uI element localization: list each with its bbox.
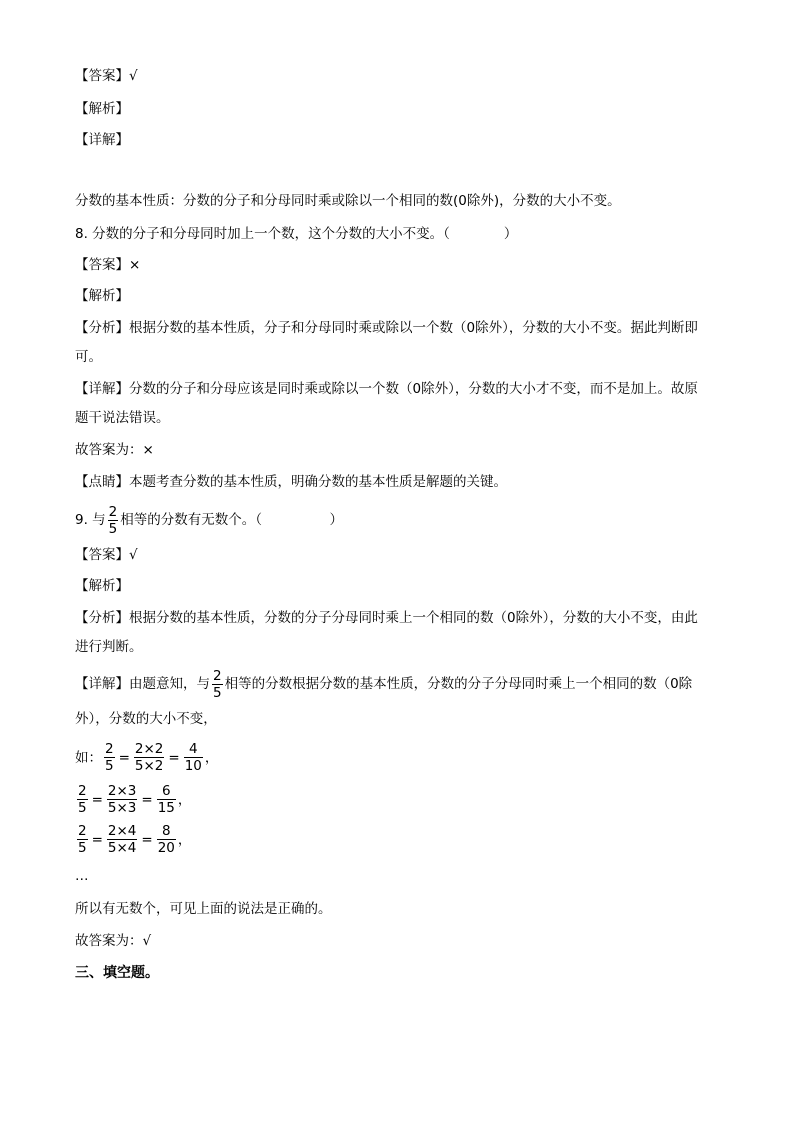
- q8-conclusion: 故答案为：×: [75, 442, 154, 458]
- equation-row-1: [75, 741, 218, 774]
- q9-fenxi-line1: [75, 608, 698, 628]
- q8-detail-line1: [75, 379, 698, 399]
- equation-row-2: [75, 783, 191, 816]
- q7-detail-text: 分数的基本性质：分数的分子和分母同时乘或除以一个相同的数(0除外)，分数的大小不变。: [75, 193, 621, 209]
- fraction-c: [157, 823, 176, 856]
- detail-label: 【详解】: [75, 676, 129, 692]
- answer-label: 【答案】: [75, 68, 129, 84]
- fraction-numerator: 2: [213, 667, 222, 684]
- q8-fenxi-line2: 可。: [75, 349, 102, 365]
- q9-question-suffix: 相等的分数有无数个。（ ）: [120, 512, 344, 528]
- q9-so-text: 所以有无数个，可见上面的说法是正确的。: [75, 901, 332, 917]
- equals-sign: =: [141, 791, 153, 808]
- fraction-denominator: 5: [78, 840, 87, 856]
- fraction-numerator: 6: [162, 783, 171, 799]
- q9-detail-line2: 外），分数的大小不变，: [75, 711, 217, 727]
- fraction-numerator: 2: [78, 783, 87, 799]
- q8-answer-line: [75, 255, 140, 275]
- fraction-denominator: 5×2: [134, 758, 164, 774]
- fraction-numerator: 8: [162, 823, 171, 839]
- fraction-numerator: 2: [78, 823, 87, 839]
- q7-answer-line: [75, 66, 138, 86]
- fraction-a: [77, 823, 88, 856]
- fraction-numerator: 2×3: [107, 783, 137, 799]
- equals-sign: =: [141, 831, 153, 848]
- answer-label: 【答案】: [75, 547, 129, 563]
- fraction-c: [157, 783, 176, 816]
- fraction-c: [184, 741, 203, 774]
- equation-tail: ，: [204, 749, 219, 766]
- fraction-b: [107, 823, 138, 856]
- equals-sign: =: [168, 749, 180, 766]
- q9-question: [75, 502, 343, 538]
- q9-answer-line: [75, 545, 138, 565]
- ellipsis: …: [75, 868, 89, 884]
- fraction-two-fifths: [108, 504, 119, 537]
- fraction-denominator: 5: [105, 758, 114, 774]
- fraction-b: [107, 783, 138, 816]
- fraction-numerator: 2: [105, 741, 114, 757]
- q8-dianjing-line: [75, 472, 507, 492]
- fraction-a: [77, 783, 88, 816]
- fraction-numerator: 2×2: [134, 741, 164, 757]
- detail-prefix: 由题意知，与: [129, 676, 210, 692]
- fraction-a: [104, 741, 115, 774]
- fraction-denominator: 5×3: [107, 800, 137, 816]
- q8-question: 8. 分数的分子和分母同时加上一个数，这个分数的大小不变。（ ）: [75, 226, 518, 242]
- q7-analysis-label: 【解析】: [75, 101, 129, 117]
- fraction-denominator: 20: [157, 840, 175, 856]
- example-prefix: 如：: [75, 749, 102, 766]
- equals-sign: =: [118, 749, 130, 766]
- q9-analysis-label: 【解析】: [75, 578, 129, 594]
- fraction-two-fifths: [212, 668, 223, 701]
- q7-detail-label: 【详解】: [75, 132, 129, 148]
- q9-conclusion: 故答案为：√: [75, 933, 152, 949]
- detail-text: 分数的分子和分母应该是同时乘或除以一个数（0除外），分数的大小才不变，而不是加上。故原: [129, 381, 698, 397]
- equation-tail: ，: [177, 791, 192, 808]
- fraction-numerator: 2×4: [107, 823, 137, 839]
- fraction-denominator: 15: [157, 800, 175, 816]
- q9-detail-line1: [75, 666, 692, 702]
- fraction-denominator: 5×4: [107, 840, 137, 856]
- q8-fenxi-line1: [75, 318, 698, 338]
- answer-value: √: [129, 547, 138, 563]
- answer-label: 【答案】: [75, 257, 129, 273]
- fraction-denominator: 5: [108, 520, 118, 537]
- fenxi-text: 根据分数的基本性质，分数的分子分母同时乘上一个相同的数（0除外），分数的大小不变，由此: [129, 610, 698, 626]
- dianjing-label: 【点睛】: [75, 474, 129, 490]
- fenxi-label: 【分析】: [75, 610, 129, 626]
- fraction-denominator: 5: [78, 800, 87, 816]
- dianjing-text: 本题考查分数的基本性质，明确分数的基本性质是解题的关键。: [129, 474, 507, 490]
- q9-fenxi-line2: 进行判断。: [75, 639, 143, 655]
- fraction-numerator: 2: [108, 503, 118, 520]
- fenxi-text: 根据分数的基本性质，分子和分母同时乘或除以一个数（0除外），分数的大小不变。据此判断即: [129, 320, 698, 336]
- answer-value: √: [129, 68, 138, 84]
- fraction-b: [134, 741, 165, 774]
- equals-sign: =: [91, 831, 103, 848]
- detail-suffix: 相等的分数根据分数的基本性质，分数的分子分母同时乘上一个相同的数（0除: [224, 676, 693, 692]
- fraction-denominator: 5: [213, 684, 222, 701]
- fraction-denominator: 10: [184, 758, 202, 774]
- q8-detail-line2: 题干说法错误。: [75, 410, 170, 426]
- answer-value: ×: [129, 257, 141, 273]
- equals-sign: =: [91, 791, 103, 808]
- q8-analysis-label: 【解析】: [75, 288, 129, 304]
- equation-tail: ，: [177, 831, 192, 848]
- detail-label: 【详解】: [75, 381, 129, 397]
- fenxi-label: 【分析】: [75, 320, 129, 336]
- fraction-numerator: 4: [189, 741, 198, 757]
- equation-row-3: [75, 823, 191, 856]
- q9-question-prefix: 9. 与: [75, 512, 106, 528]
- section-heading: 三、填空题。: [75, 965, 159, 981]
